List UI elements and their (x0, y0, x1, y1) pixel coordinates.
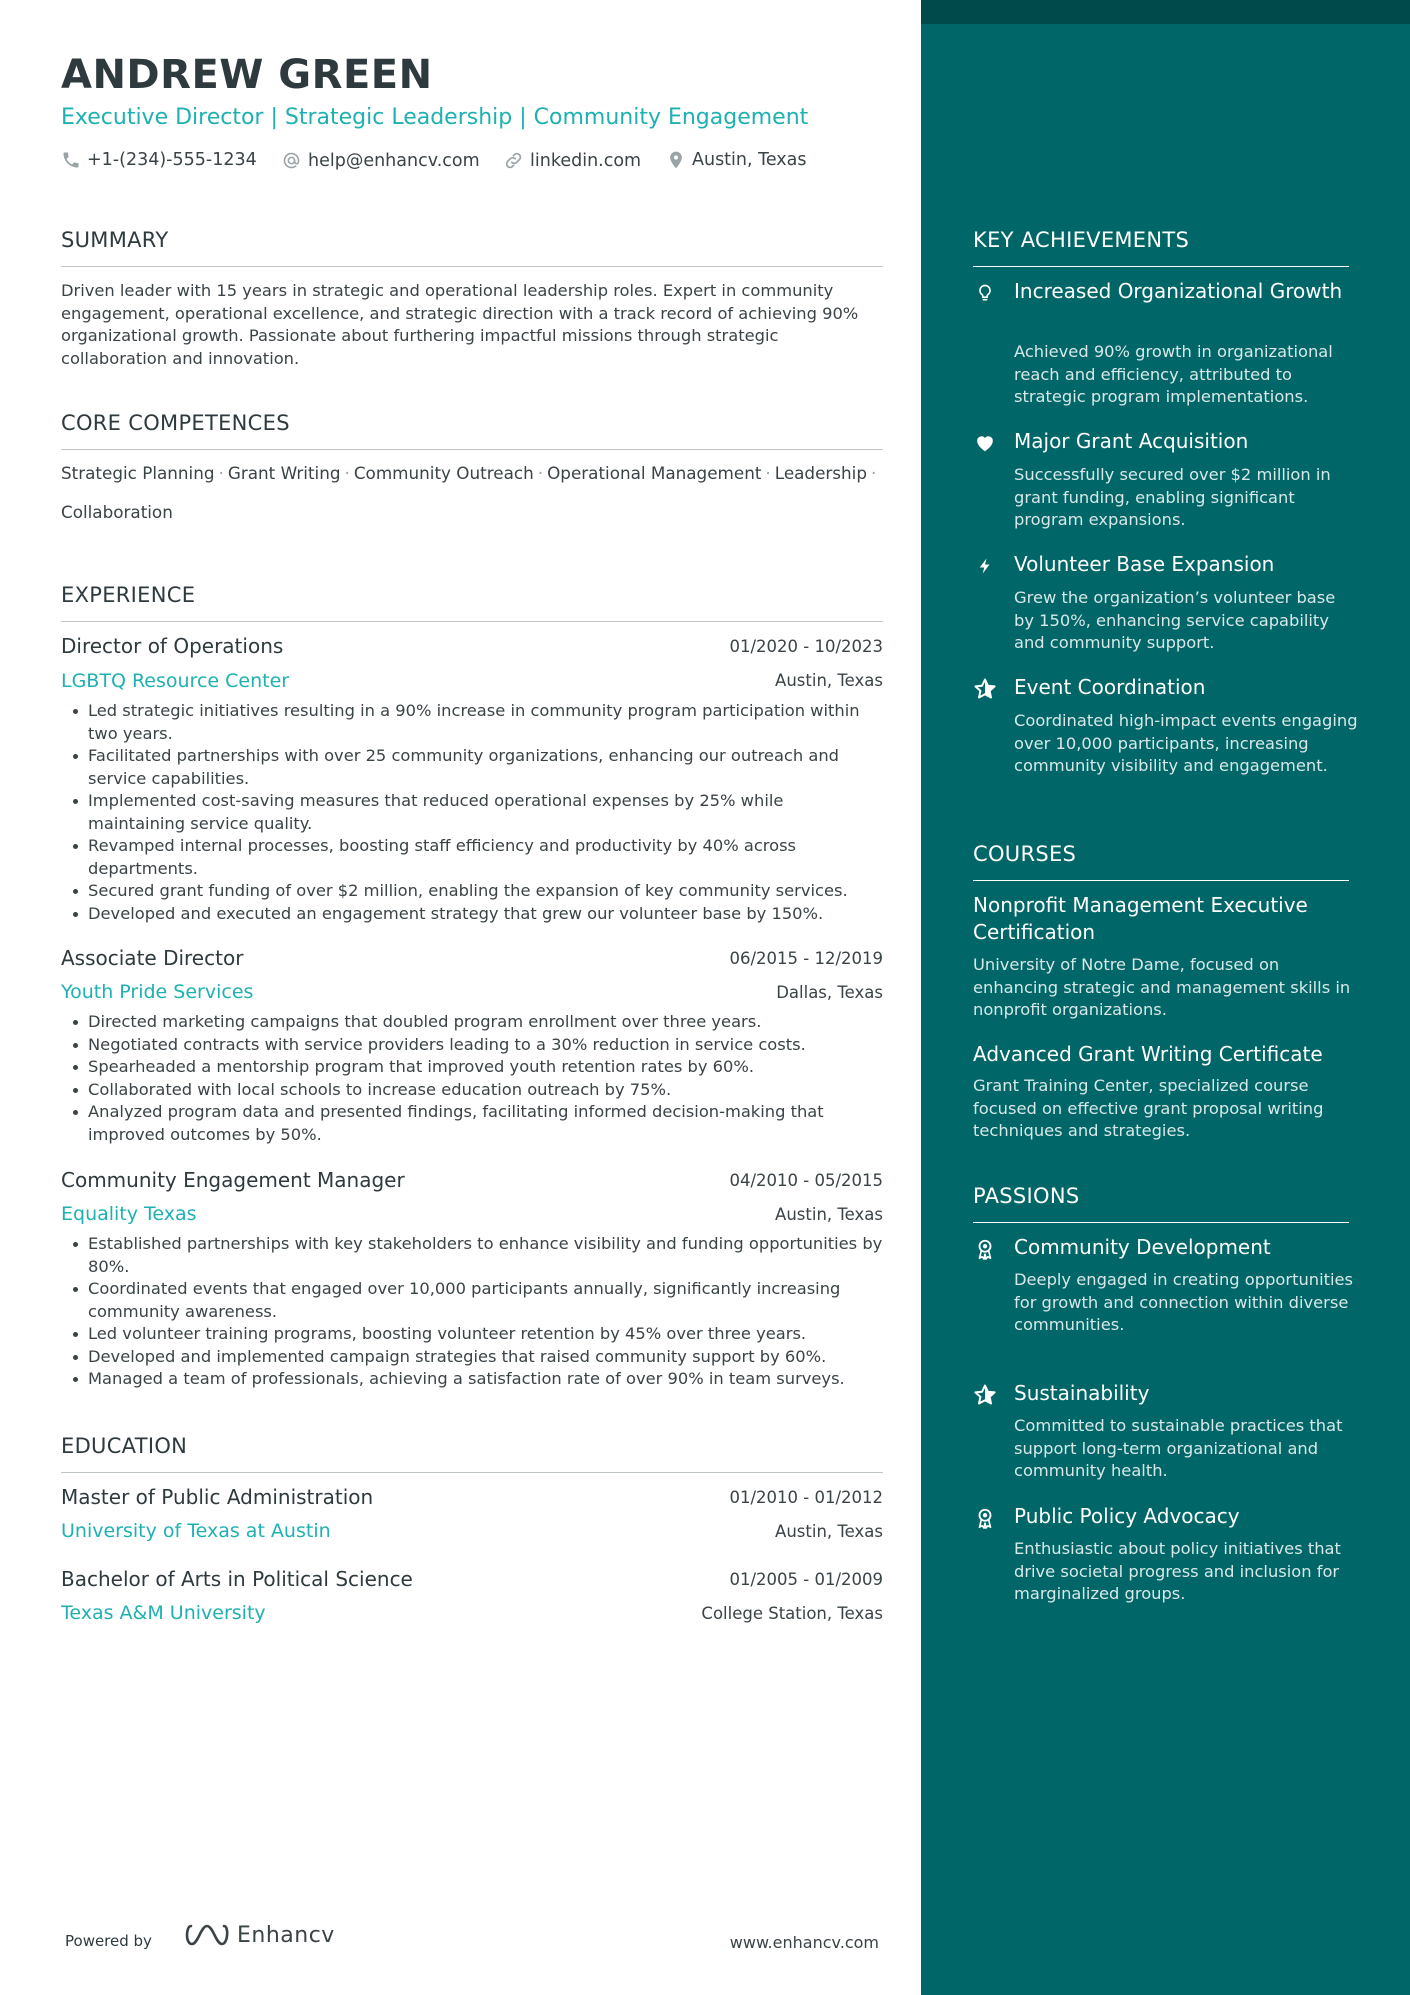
experience-divider (61, 621, 883, 622)
competence-item: Community Outreach (353, 463, 534, 483)
course-title: Nonprofit Management Executive Certification (973, 893, 1308, 944)
achievement-title: Event Coordination (1014, 675, 1206, 699)
achievements-heading: KEY ACHIEVEMENTS (973, 228, 1190, 252)
achievements-divider (973, 266, 1349, 267)
job-location: Austin, Texas (775, 1205, 883, 1224)
course-description: University of Notre Dame, focused on enhancing strategic and management skills in nonprofit organizations. (973, 955, 1351, 1019)
competence-item: Collaboration (61, 502, 173, 522)
education-dates: 01/2005 - 01/2009 (729, 1570, 883, 1589)
email-text: help@enhancv.com (308, 150, 480, 171)
contact-email[interactable] (281, 150, 480, 171)
summary-heading: SUMMARY (61, 228, 169, 252)
contact-phone (61, 150, 257, 170)
job-location: Austin, Texas (775, 671, 883, 690)
list-item: Collaborated with local schools to increase education outreach by 75%. (61, 1079, 883, 1102)
competence-item: Leadership (774, 463, 867, 483)
education-school: University of Texas at Austin (61, 1520, 331, 1542)
passion-title: Sustainability (1014, 1381, 1150, 1405)
passion-description: Enthusiastic about policy initiatives that drive societal progress and inclusion for marginalized groups. (1014, 1539, 1341, 1603)
sidebar-top-band (921, 0, 1410, 24)
education-degree: Master of Public Administration (61, 1485, 374, 1509)
competences-list: Strategic Planning · Grant Writing · Community Outreach · Operational Management · Leadership · Collaboration (61, 463, 877, 522)
list-item: Facilitated partnerships with over 25 community organizations, enhancing our outreach and service capabilities. (61, 745, 883, 790)
competence-item: Strategic Planning (61, 463, 215, 483)
job-organization: Equality Texas (61, 1203, 197, 1225)
list-item: Developed and executed an engagement strategy that grew our volunteer base by 150%. (61, 903, 883, 926)
list-item: Led strategic initiatives resulting in a 90% increase in community program participation within two years. (61, 700, 883, 745)
list-item: Secured grant funding of over $2 million, enabling the expansion of key community services. (61, 880, 883, 903)
footer-website[interactable]: www.enhancv.com (729, 1933, 879, 1952)
star-icon (973, 1383, 997, 1407)
job-dates: 06/2015 - 12/2019 (729, 949, 883, 968)
achievement-title: Increased Organizational Growth (1014, 279, 1343, 303)
powered-by-label: Powered by (65, 1932, 152, 1950)
contact-linkedin[interactable] (503, 150, 641, 171)
enhancv-brand-name: Enhancv (237, 1922, 335, 1948)
list-item: Analyzed program data and presented findings, facilitating informed decision-making that improved outcomes by 50%. (61, 1101, 883, 1146)
education-location: College Station, Texas (701, 1604, 883, 1623)
linkedin-text: linkedin.com (530, 150, 642, 171)
achievement-description: Coordinated high-impact events engaging over 10,000 participants, increasing community visibility and engagement. (1014, 711, 1358, 775)
candidate-tagline: Executive Director | Strategic Leadership | Community Engagement (61, 105, 809, 130)
at-icon (281, 150, 302, 171)
passion-description: Deeply engaged in creating opportunities for growth and connection within diverse communities. (1014, 1270, 1354, 1334)
job-bullets (61, 1233, 883, 1391)
lightning-icon (973, 554, 997, 578)
education-degree: Bachelor of Arts in Political Science (61, 1567, 413, 1591)
education-dates: 01/2010 - 01/2012 (729, 1488, 883, 1507)
enhancv-logo-icon (183, 1922, 231, 1948)
competence-item: Operational Management (547, 463, 762, 483)
job-dates: 01/2020 - 10/2023 (729, 637, 883, 656)
list-item: Revamped internal processes, boosting staff efficiency and productivity by 40% across departments. (61, 835, 883, 880)
list-item: Led volunteer training programs, boosting volunteer retention by 45% over three years. (61, 1323, 883, 1346)
achievement-title: Major Grant Acquisition (1014, 429, 1249, 453)
job-organization: LGBTQ Resource Center (61, 670, 290, 692)
list-item: Implemented cost-saving measures that reduced operational expenses by 25% while maintaining service quality. (61, 790, 883, 835)
location-text: Austin, Texas (692, 150, 807, 170)
courses-heading: COURSES (973, 842, 1077, 866)
education-school: Texas A&M University (61, 1602, 266, 1624)
achievement-description: Successfully secured over $2 million in grant funding, enabling significant program expansions. (1014, 465, 1331, 529)
phone-icon (61, 150, 81, 170)
summary-divider (61, 266, 883, 267)
course-description: Grant Training Center, specialized course focused on effective grant proposal writing techniques and strategies. (973, 1076, 1324, 1140)
medal-icon (973, 1506, 997, 1530)
list-item: Directed marketing campaigns that doubled program enrollment over three years. (61, 1011, 883, 1034)
education-divider (61, 1472, 883, 1473)
candidate-name: ANDREW GREEN (61, 52, 433, 98)
passions-heading: PASSIONS (973, 1184, 1080, 1208)
job-dates: 04/2010 - 05/2015 (729, 1171, 883, 1190)
courses-divider (973, 880, 1349, 881)
job-location: Dallas, Texas (776, 983, 883, 1002)
list-item: Negotiated contracts with service providers leading to a 30% reduction in service costs. (61, 1034, 883, 1057)
job-bullets (61, 700, 883, 925)
education-heading: EDUCATION (61, 1434, 188, 1458)
link-icon (503, 150, 524, 171)
experience-heading: EXPERIENCE (61, 583, 196, 607)
job-role: Director of Operations (61, 634, 284, 658)
list-item: Managed a team of professionals, achieving a satisfaction rate of over 90% in team surveys. (61, 1368, 883, 1391)
achievement-title: Volunteer Base Expansion (1014, 552, 1275, 576)
passions-divider (973, 1222, 1349, 1223)
job-role: Community Engagement Manager (61, 1168, 405, 1192)
competences-divider (61, 449, 883, 450)
achievement-description: Grew the organization’s volunteer base by 150%, enhancing service capability and community support. (1014, 588, 1336, 652)
list-item: Established partnerships with key stakeholders to enhance visibility and funding opportunities by 80%. (61, 1233, 883, 1278)
heart-icon (973, 431, 997, 455)
course-title: Advanced Grant Writing Certificate (973, 1042, 1323, 1066)
passion-title: Community Development (1014, 1235, 1271, 1259)
phone-text: +1-(234)-555-1234 (87, 150, 257, 170)
job-organization: Youth Pride Services (61, 981, 254, 1003)
education-location: Austin, Texas (775, 1522, 883, 1541)
summary-text: Driven leader with 15 years in strategic and operational leadership roles. Expert in community engagement, operational excellence, and strategic direction with a track record of achieving 90% organizational growth. Passionate about furthering impactful missions through strategic collaboration and innovation. (61, 281, 859, 368)
list-item: Spearheaded a mentorship program that improved youth retention rates by 60%. (61, 1056, 883, 1079)
contact-location (666, 150, 807, 170)
passion-description: Committed to sustainable practices that support long-term organizational and community health. (1014, 1416, 1343, 1480)
lightbulb-icon (973, 281, 997, 305)
competence-item: Grant Writing (227, 463, 341, 483)
enhancv-logo[interactable] (183, 1922, 335, 1948)
job-role: Associate Director (61, 946, 244, 970)
achievement-description: Achieved 90% growth in organizational reach and efficiency, attributed to strategic program implementations. (1014, 342, 1333, 406)
location-pin-icon (666, 150, 686, 170)
star-icon (973, 677, 997, 701)
job-bullets (61, 1011, 883, 1146)
passion-title: Public Policy Advocacy (1014, 1504, 1240, 1528)
medal-icon (973, 1237, 997, 1261)
list-item: Developed and implemented campaign strategies that raised community support by 60%. (61, 1346, 883, 1369)
list-item: Coordinated events that engaged over 10,000 participants annually, significantly increasing community awareness. (61, 1278, 883, 1323)
competences-heading: CORE COMPETENCES (61, 411, 290, 435)
